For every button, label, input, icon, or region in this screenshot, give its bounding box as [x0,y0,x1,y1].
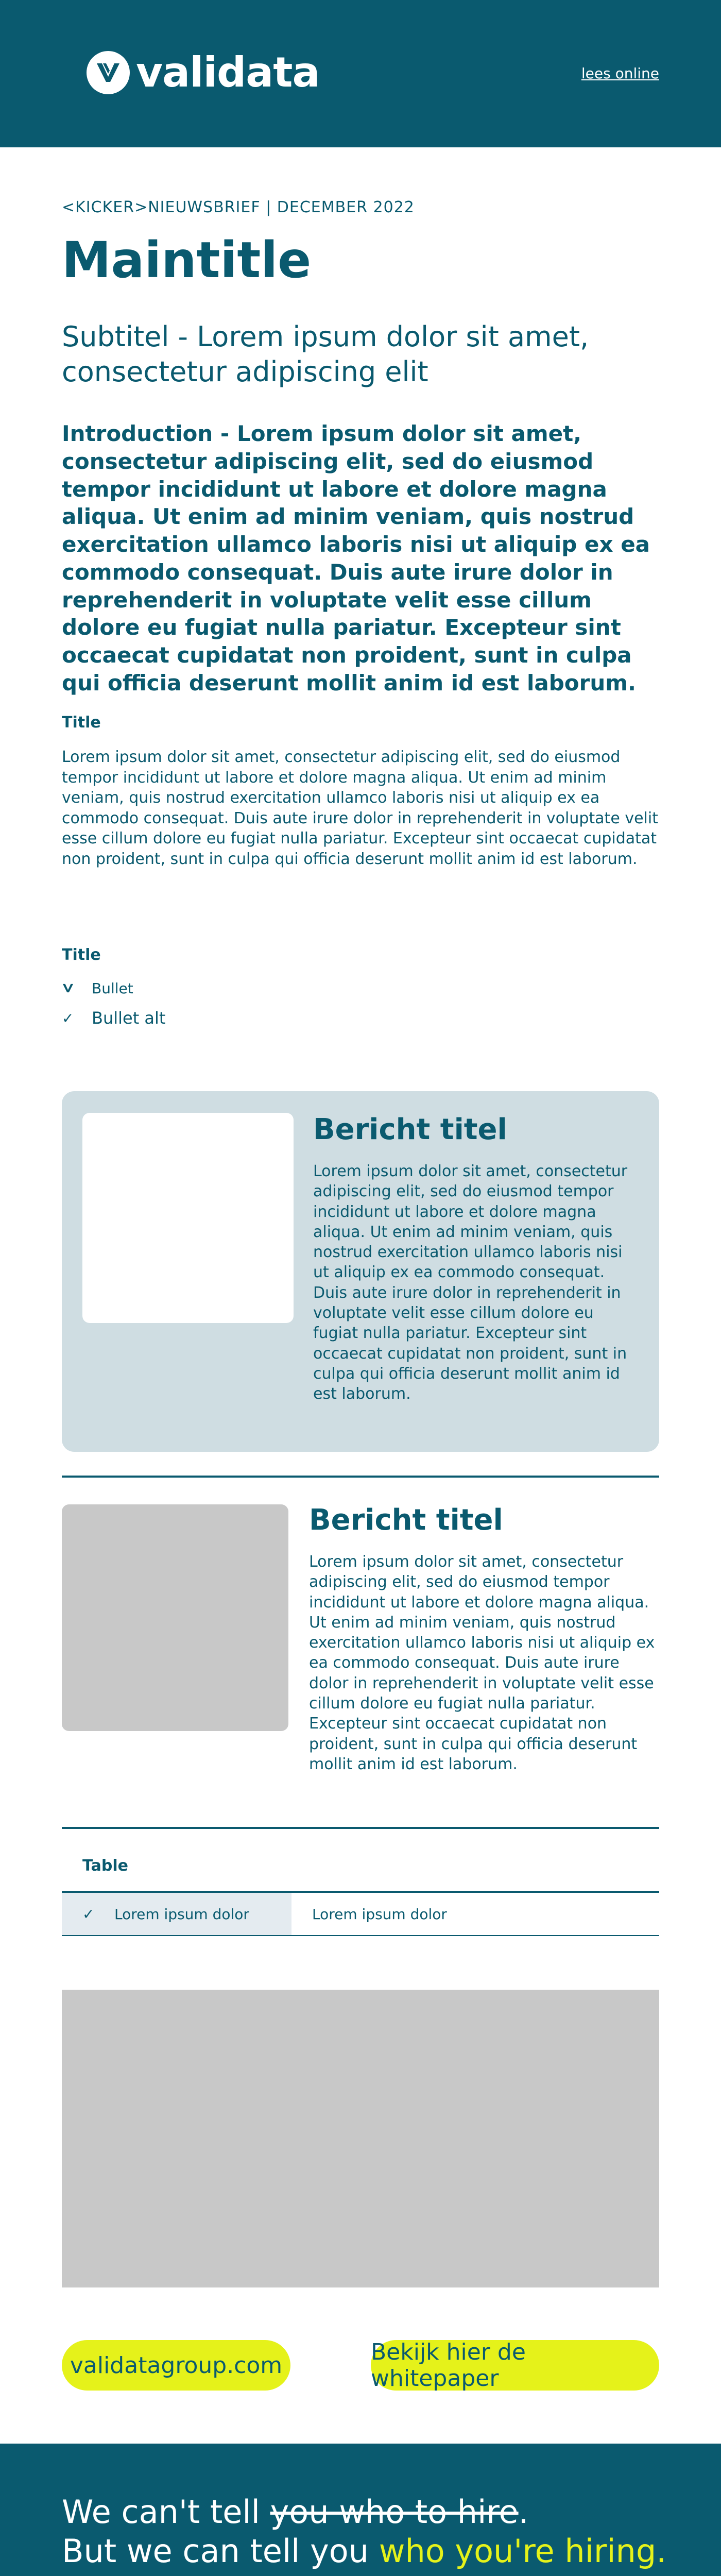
bullet-list [62,980,659,1039]
bullet-section-title: Title [62,946,101,964]
read-online-link[interactable]: lees online [581,65,659,82]
cell-text: Lorem ipsum dolor [312,1905,447,1923]
list-item [62,980,659,997]
article-image-placeholder [62,1504,288,1731]
image-placeholder [62,1990,659,2287]
slogan-highlight-text: who you're hiring. [379,2532,666,2570]
website-button[interactable]: validatagroup.com [62,2340,290,2391]
footer [0,2444,721,2576]
kicker: <KICKER>NIEUWSBRIEF | DECEMBER 2022 [62,198,415,216]
slogan-line-1 [62,2493,666,2532]
whitepaper-button[interactable]: Bekijk hier de whitepaper [371,2340,659,2391]
article-image-placeholder [82,1113,294,1323]
cell-text: Lorem ipsum dolor [114,1905,249,1923]
article-card[interactable] [62,1091,659,1452]
divider [62,1827,659,1829]
table-cell [62,1893,291,1935]
table-title: Table [82,1857,128,1875]
list-item [62,1008,659,1028]
header-logo[interactable] [87,49,319,96]
subtitle: Subtitel - Lorem ipsum dolor sit amet, consectetur adipiscing elit [62,320,589,388]
article-text: Lorem ipsum dolor sit amet, consectetur adipiscing elit, sed do eiusmod tempor incididunt ut labore et dolore magna aliqua. Ut enim ad minim veniam, quis nostrud exercitation ullamco laboris nisi ut aliquip ex ea commodo consequat. Duis aute irure dolor in reprehenderit in voluptate velit esse cillum dolore eu fugiat nulla pariatur. Excepteur sint occaecat cupidatat non proident, sunt in culpa qui officia deserunt mollit anim id est laborum. [313,1162,628,1403]
introduction-text: Introduction - Lorem ipsum dolor sit amet, consectetur adipiscing elit, sed do eiusmod tempor incididunt ut labore et dolore magna aliqua. Ut enim ad minim veniam, quis nostrud exercitation ullamco laboris nisi ut aliquip ex ea commodo consequat. Duis aute irure dolor in reprehenderit in voluptate velit esse cillum dolore eu fugiat nulla pariatur. Excepteur sint occaecat cupidatat non proident, sunt in culpa qui officia deserunt mollit anim id est laborum. [62,421,650,696]
bullet-label: Bullet alt [92,1008,166,1028]
check-icon: ✓ [62,1009,74,1027]
header [0,0,721,147]
footer-slogan [62,2493,666,2570]
bullet-label: Bullet [92,980,133,997]
main-title: Maintitle [62,231,312,289]
check-icon: ✓ [82,1905,95,1923]
slogan-strike-text: you who to hire [270,2493,519,2531]
validata-logo-icon [87,51,130,94]
slogan-text: . [518,2493,529,2531]
section-title: Title [62,714,101,732]
validata-logo-icon [62,980,92,997]
section-body: Lorem ipsum dolor sit amet, consectetur adipiscing elit, sed do eiusmod tempor incididunt ut labore et dolore magna aliqua. Ut enim ad minim veniam, quis nostrud exercitation ullamco laboris nisi ut aliquip ex ea commodo consequat. Duis aute irure dolor in reprehenderit in voluptate velit esse cillum dolore eu fugiat nulla pariatur. Excepteur sint occaecat cupidatat non proident, sunt in culpa qui officia deserunt mollit anim id est laborum. [62,748,658,868]
article-text: Lorem ipsum dolor sit amet, consectetur adipiscing elit, sed do eiusmod tempor incididunt ut labore et dolore magna aliqua. Ut enim ad minim veniam, quis nostrud exercitation ullamco laboris nisi ut aliquip ex ea commodo consequat. Duis aute irure dolor in reprehenderit in voluptate velit esse cillum dolore eu fugiat nulla pariatur. Excepteur sint occaecat cupidatat non proident, sunt in culpa qui officia deserunt mollit anim id est laborum. [309,1553,655,1773]
slogan-line-2 [62,2532,666,2571]
article-title: Bericht titel [309,1503,503,1537]
slogan-text: We can't tell [62,2493,270,2531]
divider [62,1476,659,1478]
logo-wordmark: validata [136,48,320,96]
table-row [62,1891,659,1936]
table-cell [291,1893,659,1935]
slogan-text: But we can tell you [62,2532,379,2570]
article-title: Bericht titel [313,1113,507,1146]
